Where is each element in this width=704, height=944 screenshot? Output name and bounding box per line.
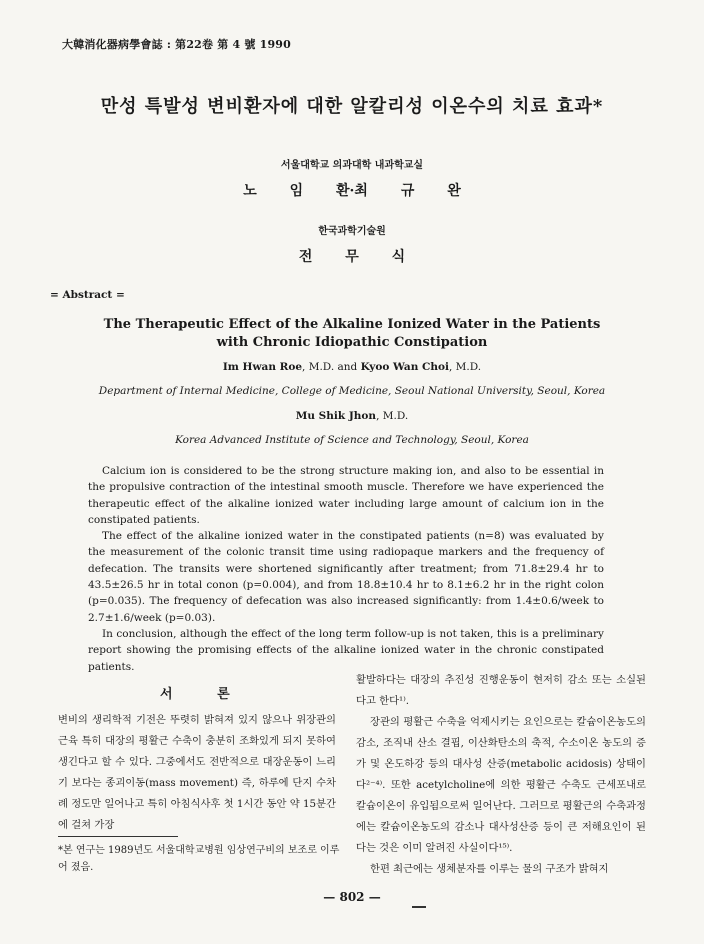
decorative-dash <box>412 906 426 908</box>
abstract-paragraph-2: The effect of the alkaline ionized water in the constipated patients (n=8) was evaluated by the measurement of the colonic transit time using radiopaque markers and the frequency of defecation. The transits were shortened significantly after treatment; from 71.8±29.4 hr to 43.5±26.5 hr in total conon (p=0.004), and from 18.8±10.4 hr to 8.1±6.2 hr in the right colon (p=0.035). The frequency of defecation was also increased significantly: from 1.4±0.6/week to 2.7±1.6/week (p=0.03). <box>88 530 604 624</box>
author-jhon: Mu Shik Jhon <box>295 410 377 422</box>
author-choi: Kyoo Wan Choi <box>360 361 449 373</box>
right-column <box>356 670 646 880</box>
english-department-2: Korea Advanced Institute of Science and Technology, Seoul, Korea <box>175 434 529 446</box>
english-authors-2 <box>0 410 704 422</box>
right-column-paragraph-3: 한편 최근에는 생체분자를 이루는 물의 구조가 밝혀지 <box>370 863 609 875</box>
english-department-1: Department of Internal Medicine, College of Medicine, Seoul National University, Seoul, Korea <box>98 385 606 397</box>
section-heading-introduction: 서 론 <box>160 687 230 702</box>
right-column-paragraph-1: 활발하다는 대장의 추진성 진행운동이 현저히 감소 또는 소실된다고 한다¹⁾. <box>356 674 646 707</box>
abstract-paragraph-3: In conclusion, although the effect of the long term follow-up is not taken, this is a preliminary report showing the promising effects of the alkaline ionized water in the chronic constipated patients. <box>88 627 604 673</box>
abstract-paragraph-1: Calcium ion is considered to be the strong structure making ion, and also to be essential in the propulsive contraction of the intestinal smooth muscle. Therefore we have experienced the therapeutic effect of the alkaline ionized water including large amount of calcium ion in the constipated patients. <box>88 465 604 526</box>
affiliation-kaist: 한국과학기술원 <box>318 226 386 237</box>
left-column-text: 변비의 생리학적 기전은 뚜렷히 밝혀져 있지 않으나 위장관의 근육 특히 대장의 평활근 수축이 충분히 조화있게 되지 못하여 생긴다고 할 수 있다. 그중에서도 전반적으로 대장운동이 느리기 보다는 종괴이동(mass movement) 즉, 하루에 단지 수차례 정도만 일어나고 특히 아침식사후 첫 1시간 동안 약 15분간에 걸쳐 가장 <box>58 714 336 831</box>
right-column-paragraph-2: 장관의 평활근 수축을 억제시키는 요인으로는 칼슘이온농도의 감소, 조직내 산소 결핍, 이산화탄소의 축적, 수소이온 농도의 증가 및 온도하강 등의 대사성 산증(metabolic acidosis) 상태이다²⁻⁴⁾. 또한 acetylcholine에 의한 평활근 수축도 근세포내로 칼슘이온이 유입됨으로써 일어난다. 그러므로 평활근의 수축과정에는 칼슘이온농도의 감소나 대사성산증 등이 큰 저해요인이 된다는 것은 이미 알려진 사실이다¹⁵⁾. <box>356 716 646 854</box>
author-roe-degree: , M.D. and <box>302 361 361 373</box>
author-roe: Im Hwan Roe <box>222 361 303 373</box>
korean-authors-1: 노 임 환·최 규 완 <box>243 183 461 199</box>
author-jhon-degree: , M.D. <box>376 410 409 422</box>
footnote: *본 연구는 1989년도 서울대학교병원 임상연구비의 보조로 이루어 졌음. <box>58 845 340 873</box>
korean-title: 만성 특발성 변비환자에 대한 알칼리성 이온수의 치료 효과* <box>100 96 604 117</box>
english-title-line2: with Chronic Idiopathic Constipation <box>216 335 488 350</box>
page-number: — 802 — <box>323 890 381 904</box>
footnote-rule <box>58 836 178 837</box>
korean-authors-2: 전 무 식 <box>298 249 406 265</box>
english-title-line1: The Therapeutic Effect of the Alkaline Ionized Water in the Patients <box>103 317 601 332</box>
abstract-body <box>88 463 604 675</box>
affiliation-snu: 서울대학교 의과대학 내과학교실 <box>280 160 424 171</box>
left-column <box>58 710 336 836</box>
author-choi-degree: , M.D. <box>448 361 482 373</box>
english-authors-1 <box>0 361 704 373</box>
abstract-label: = Abstract = <box>50 289 125 301</box>
journal-header: 大韓消化器病學會誌 : 第22卷 第 4 號 1990 <box>62 38 292 51</box>
